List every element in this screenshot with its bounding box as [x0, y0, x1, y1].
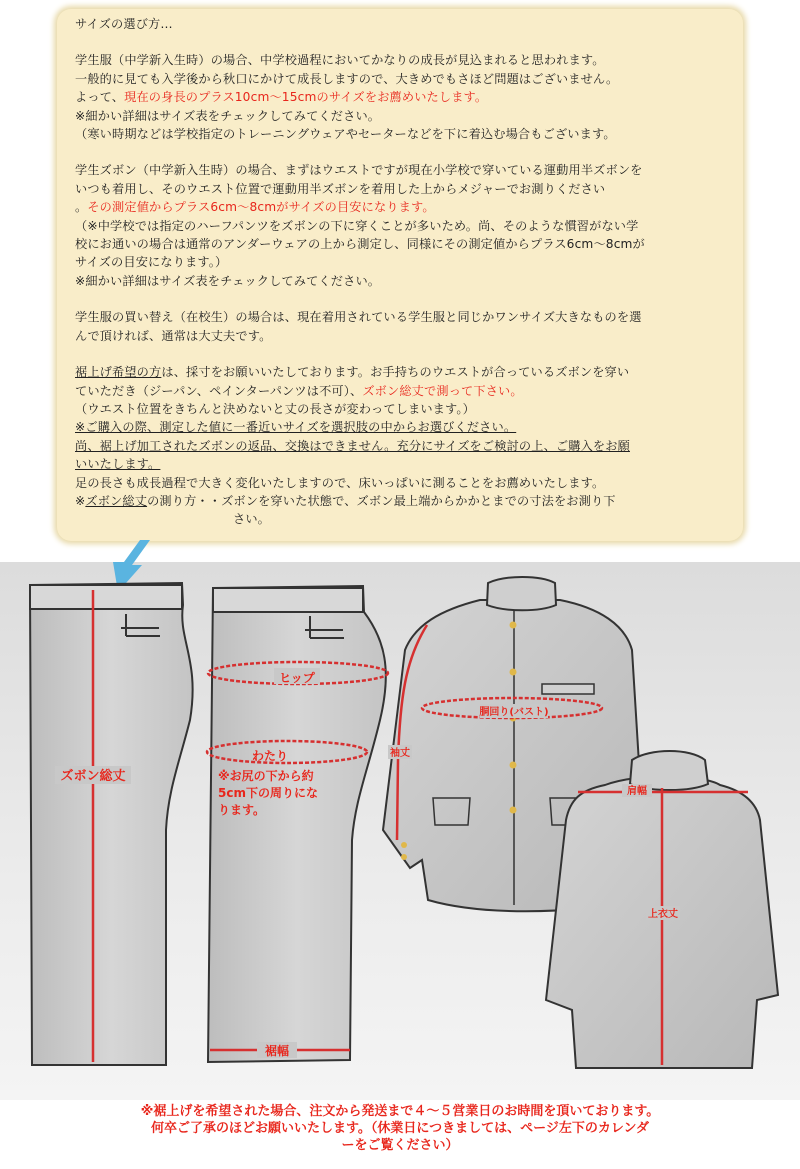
total-length-term: ズボン総丈 [85, 493, 148, 508]
para2-line3-prefix: 。 [75, 200, 88, 215]
para1-line1: 学生服（中学新入生時）の場合、中学校過程においてかなりの成長が見込まれると思われます。 [75, 53, 605, 68]
thigh-label: わたり [251, 749, 289, 763]
measure-total-length-note: ズボン総丈で測って下さい。 [362, 383, 523, 398]
para4-line6: いいたします。 [75, 457, 161, 472]
footer-line3: ーをご覧ください） [341, 1138, 459, 1153]
pants-front-illustration [30, 583, 193, 1065]
hip-label: ヒップ [279, 671, 315, 685]
para4-line7: 足の長さも成長過程で大きく変化いたしますので、床いっぱいに測ることをお薦めいたします。 [75, 475, 605, 490]
para2-line1: 学生ズボン（中学新入生時）の場合、まずはウエストですが現在小学校で穿いている運動用半ズボンを [75, 163, 643, 178]
para2-line2: いつも着用し、そのウエスト位置で運動用半ズボンを着用した上からメジャーでお測りください [75, 181, 606, 196]
para1-line3-prefix: よって、 [75, 90, 125, 105]
shoulder-label: 肩幅 [627, 786, 647, 797]
jacket-length-label: 上衣丈 [648, 909, 678, 920]
footer-line1: ※裾上げを希望された場合、注文から発送まで４～５営業日のお時間を頂いております。 [140, 1104, 660, 1119]
hemming-request-label: 裾上げ希望の方 [75, 365, 162, 380]
thigh-note-line2: 5cm下の周りにな [218, 786, 318, 800]
hem-width-label: 裾幅 [264, 1044, 290, 1058]
para2-line5: 校にお通いの場合は通常のアンダーウェアの上から測定し、同様にその測定値からプラス6cm～8cmが [75, 237, 645, 252]
para4-line4: ※ご購入の際、測定した値に一番近いサイズを選択肢の中からお選びください。 [75, 420, 517, 435]
recommend-plus-6-8cm: その測定値からプラス6cm～8cmがサイズの目安になります。 [87, 200, 435, 215]
para1-line4: ※細かい詳細はサイズ表をチェックしてみてください。 [75, 108, 381, 123]
para2-line4: （※中学校では指定のハーフパンツをズボンの下に穿くことが多いため。尚、そのような慣習がない学 [75, 218, 639, 233]
para4-line8-prefix: ※ [75, 493, 86, 508]
para4-line2-prefix: ていただき（ジーパン、ペインターパンツは不可）、 [75, 383, 363, 398]
para4-line9: さい。 [233, 512, 271, 527]
para3-line1: 学生服の買い替え（在校生）の場合は、現在着用されている学生服と同じかワンサイズ大きなものを選 [75, 310, 642, 325]
hemming-lead-time-note [0, 1103, 800, 1154]
para2-line6: サイズの目安になります。） [75, 255, 228, 270]
para2-line7: ※細かい詳細はサイズ表をチェックしてみてください。 [75, 273, 381, 288]
thigh-note-line3: ります。 [218, 803, 266, 817]
thigh-note-line1: ※お尻の下から約 [218, 769, 314, 783]
para1-line2: 一般的に見ても入学後から秋口にかけて成長しますので、大きめでもさほど問題はございません。 [75, 71, 619, 86]
para4-line1-rest: は、採寸をお願いいたしております。お手持ちのウエストが合っているズボンを穿い [161, 365, 630, 380]
pants-total-length-label: ズボン総丈 [60, 769, 126, 784]
para4-line5: 尚、裾上げ加工されたズボンの返品、交換はできません。充分にサイズをご検討の上、ご購入をお願 [75, 438, 630, 453]
para4-line8-rest: の測り方・・ズボンを穿いた状態で、ズボン最上端からかかとまでの寸法をお測り下 [147, 493, 616, 508]
recommend-plus-10-15cm: 現在の身長のプラス10cm～15cmのサイズをお薦めいたします。 [124, 90, 488, 105]
notice-heading: サイズの選び方… [75, 17, 173, 31]
para1-line5: （寒い時期などは学校指定のトレーニングウェアやセーターなどを下に着込む場合もございます。 [75, 127, 616, 142]
pants-back-illustration [207, 586, 388, 1062]
footer-line2: 何卒ご了承のほどお願いいたします。（休業日につきましては、ページ左下のカレンダ [150, 1121, 650, 1136]
sleeve-label: 袖丈 [390, 748, 410, 759]
chest-label: 胴回り(バスト) [479, 707, 549, 718]
para4-line3: （ウエスト位置をきちんと決めないと丈の長さが変わってしまいます。） [75, 401, 475, 416]
para3-line2: んで頂ければ、通常は大丈夫です。 [75, 328, 272, 343]
